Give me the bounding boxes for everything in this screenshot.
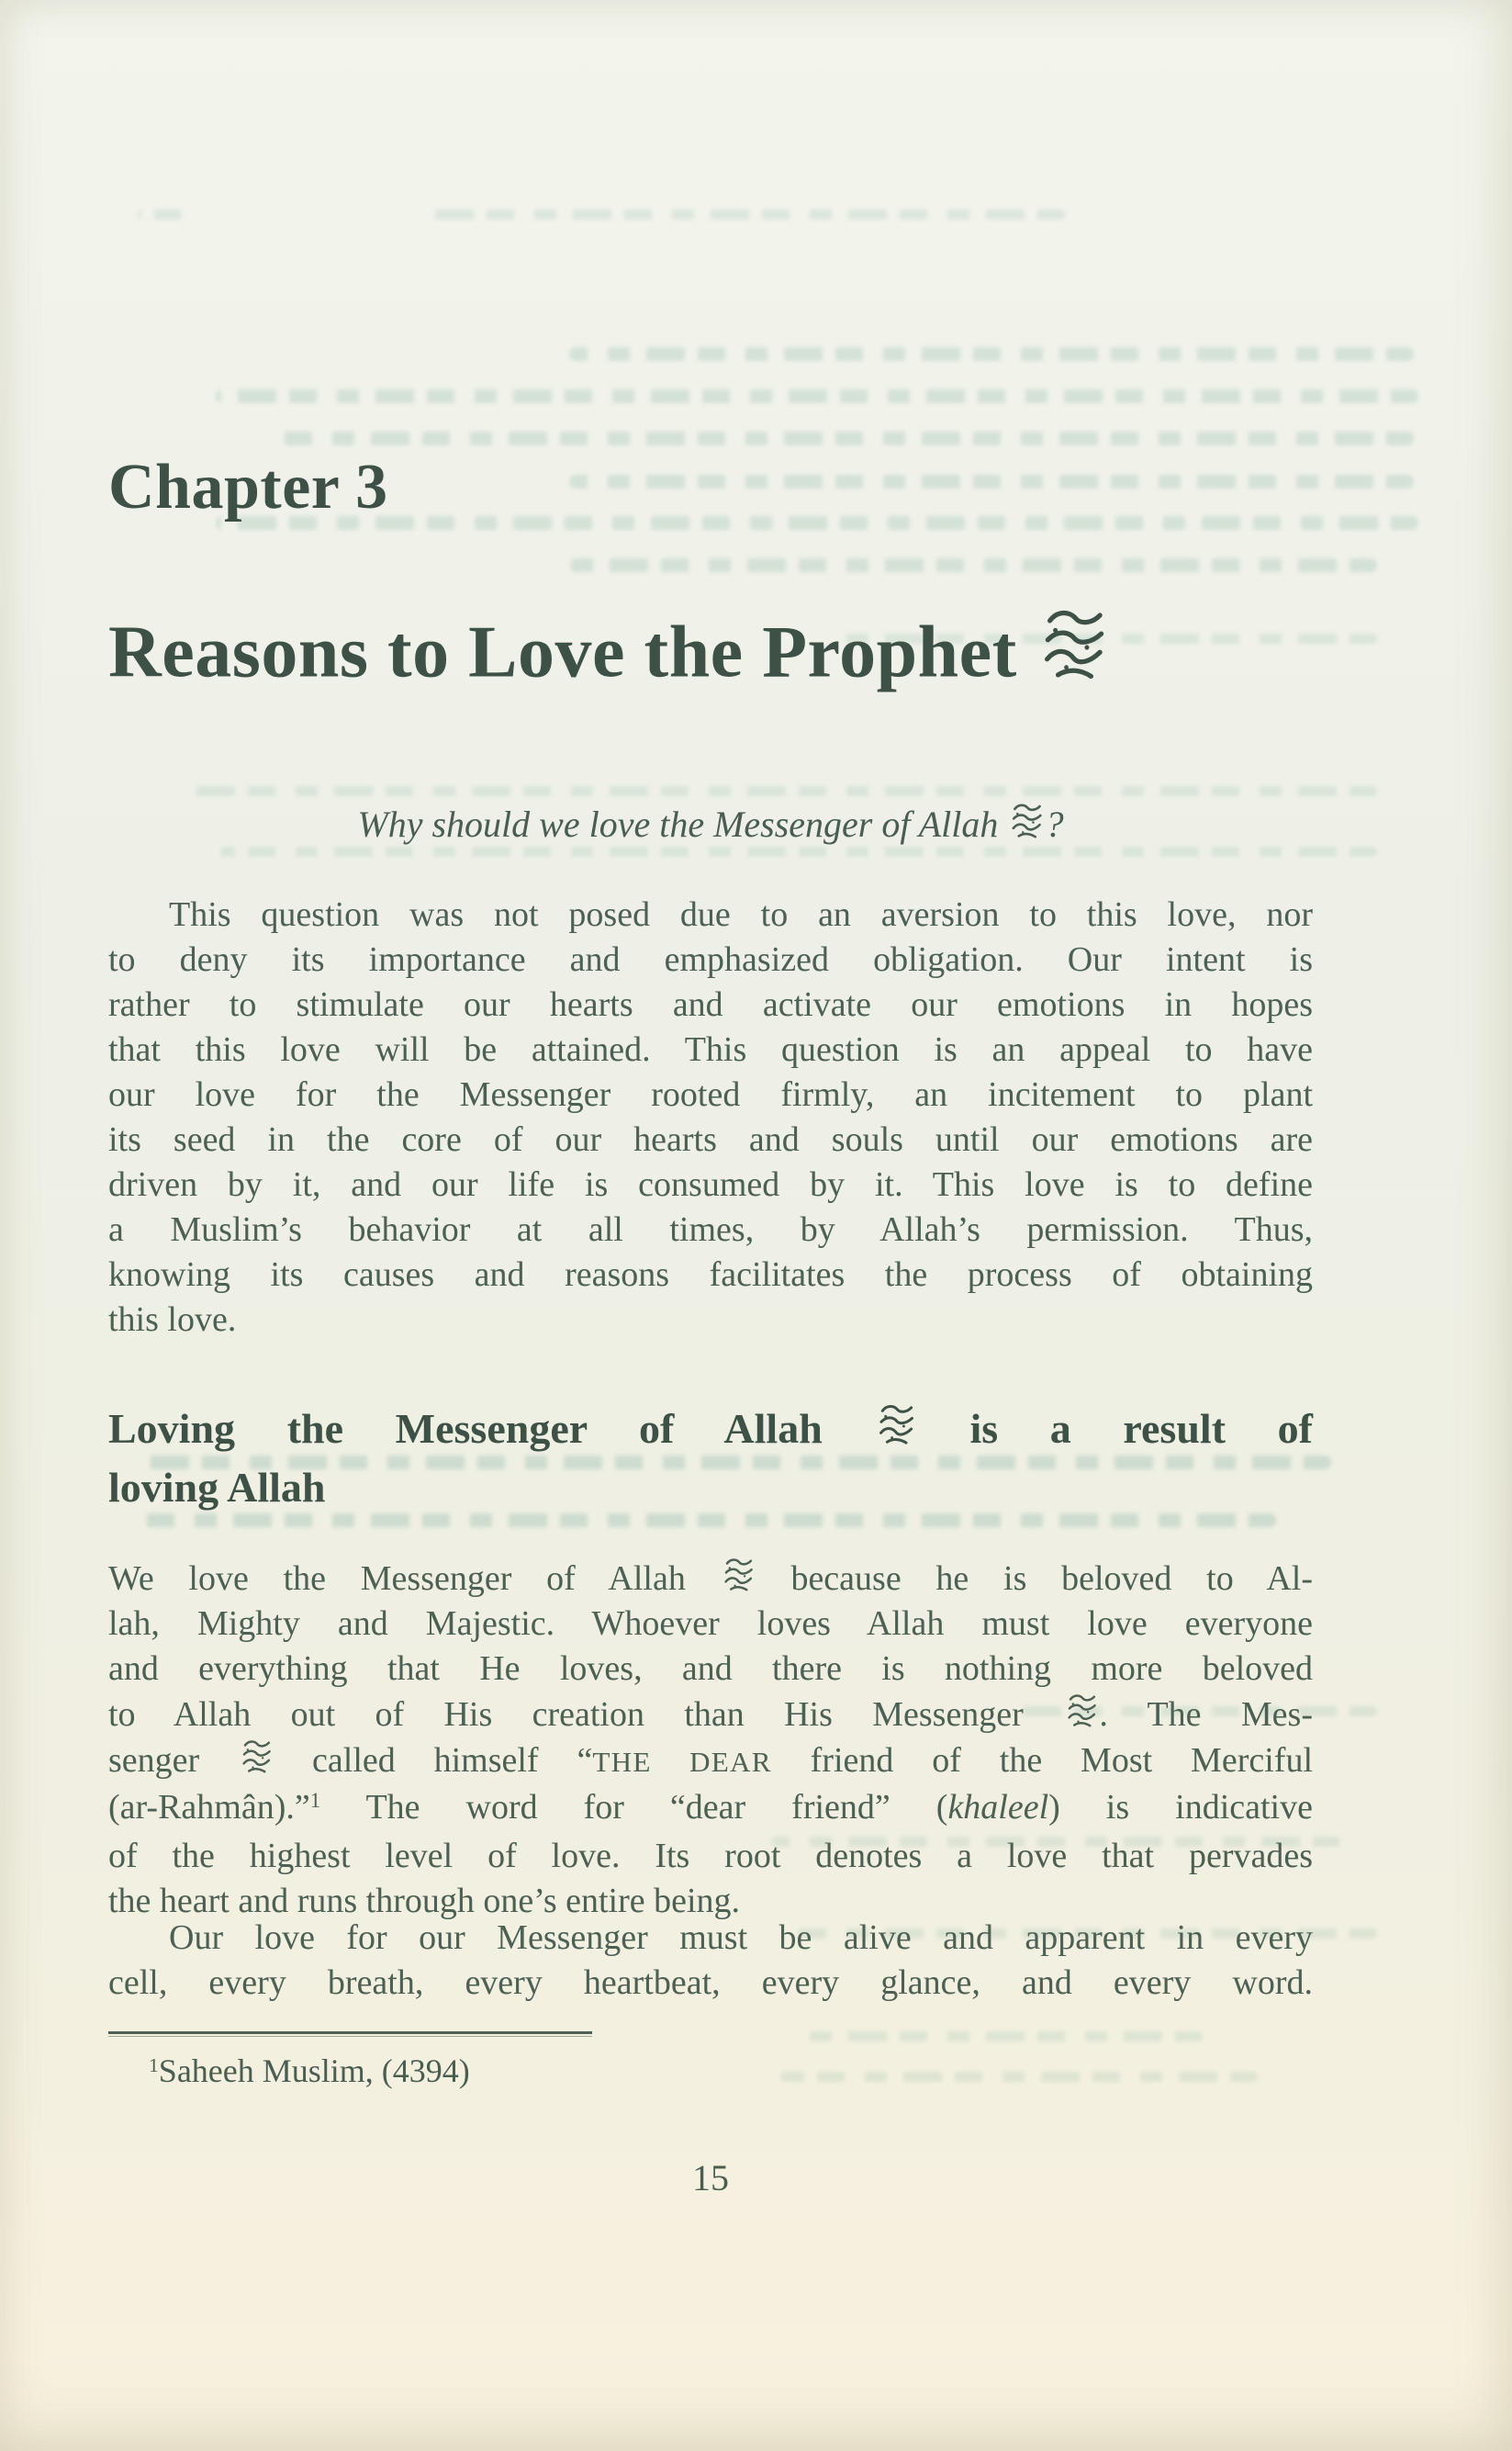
bleedthrough-line xyxy=(138,209,182,219)
body-paragraph xyxy=(108,893,1313,1343)
bleedthrough-line xyxy=(422,209,1065,219)
section-heading xyxy=(108,1400,1313,1517)
text-line xyxy=(108,1916,1313,1961)
text-line xyxy=(108,1163,1313,1208)
bleedthrough-line xyxy=(216,389,1418,403)
footnote-reference: 1 xyxy=(309,1789,321,1813)
text-run: our love for the Messenger rooted firmly, an incitement to plant xyxy=(108,1075,1313,1114)
text-run: This question was not posed due to an aversion to this love, nor xyxy=(169,895,1313,934)
text-line xyxy=(108,1785,1313,1834)
text-run: Loving the Messenger of Allah xyxy=(108,1405,875,1452)
text-run: is a result of xyxy=(917,1405,1313,1452)
bleedthrough-line xyxy=(569,347,1414,361)
text-run: to deny its importance and emphasized obligation. Our intent is xyxy=(108,940,1313,979)
text-run: We love the Messenger of Allah xyxy=(108,1559,721,1599)
text-run: because he is beloved to Al- xyxy=(756,1559,1314,1599)
text-run: senger xyxy=(108,1741,239,1781)
pbuh-honorific-icon xyxy=(1038,604,1108,687)
text-run: of the highest level of love. Its root denotes a love that pervades xyxy=(108,1836,1313,1875)
text-line xyxy=(108,1458,1313,1517)
bleedthrough-line xyxy=(569,558,1377,572)
text-line xyxy=(108,1253,1313,1298)
smallcaps-text: THE DEAR xyxy=(592,1746,772,1779)
text-run: this love. xyxy=(108,1300,237,1339)
text-run: that this love will be attained. This question is an appeal to have xyxy=(108,1030,1313,1069)
italic-text: khaleel xyxy=(947,1787,1049,1827)
text-line xyxy=(108,1298,1313,1343)
text-line xyxy=(108,1602,1313,1647)
text-line xyxy=(108,1834,1313,1879)
text-line xyxy=(108,1028,1313,1073)
chapter-heading: Chapter 3 xyxy=(108,452,388,523)
pbuh-honorific-icon xyxy=(876,1401,916,1449)
text-line xyxy=(108,1073,1313,1118)
text-run: ) is indicative xyxy=(1048,1787,1313,1827)
text-line xyxy=(108,1556,1313,1602)
pbuh-honorific-icon xyxy=(722,1556,755,1595)
text-line xyxy=(108,1400,1313,1458)
text-run: to Allah out of His creation than His Messenger xyxy=(108,1695,1064,1735)
text-line xyxy=(108,1961,1313,2006)
text-run: . The Mes- xyxy=(1099,1695,1313,1735)
bleedthrough-line xyxy=(193,786,1377,796)
text-line xyxy=(108,983,1313,1028)
text-run: and everything that He loves, and there is nothing more beloved xyxy=(108,1649,1313,1689)
footnote xyxy=(108,2050,1313,2097)
footnote-text: Saheeh Muslim, (4394) xyxy=(158,2052,470,2089)
text-run: a Muslim’s behavior at all times, by Allah’s permission. Thus, xyxy=(108,1210,1313,1249)
page-title xyxy=(108,604,1313,694)
text-run: loving Allah xyxy=(108,1464,326,1511)
text-run: The word for “dear friend” ( xyxy=(320,1787,948,1827)
text-run: lah, Mighty and Majestic. Whoever loves Allah must love everyone xyxy=(108,1604,1313,1644)
italic-text: Why should we love the Messenger of Allah xyxy=(357,804,1008,846)
text-line xyxy=(108,1208,1313,1253)
italic-text: ? xyxy=(1045,804,1064,846)
pbuh-honorific-icon xyxy=(1009,801,1044,842)
text-run: called himself “ xyxy=(274,1741,593,1781)
text-run: Our love for our Messenger must be alive and apparent in every xyxy=(169,1918,1313,1957)
page-number: 15 xyxy=(692,2157,729,2198)
text-run: cell, every breath, every heartbeat, every glance, and every word. xyxy=(108,1963,1313,2002)
text-line xyxy=(108,1692,1313,1737)
text-run: rather to stimulate our hearts and activate our emotions in hopes xyxy=(108,985,1313,1024)
text-run: driven by it, and our life is consumed by it. This love is to define xyxy=(108,1165,1313,1204)
text-line xyxy=(108,1647,1313,1692)
text-line xyxy=(108,938,1313,983)
body-paragraph xyxy=(108,1556,1313,1924)
text-line xyxy=(108,893,1313,938)
text-run: Reasons to Love the Prophet xyxy=(108,612,1036,693)
text-line xyxy=(108,1118,1313,1163)
text-run: friend of the Most Merciful xyxy=(771,1741,1313,1781)
body-paragraph xyxy=(108,1916,1313,2006)
bleedthrough-line xyxy=(275,432,1414,445)
pbuh-honorific-icon xyxy=(240,1737,273,1777)
footnote-marker: 1 xyxy=(149,2054,159,2077)
bleedthrough-line xyxy=(808,2031,1203,2041)
pbuh-honorific-icon xyxy=(1065,1692,1098,1731)
text-run: its seed in the core of our hearts and souls until our emotions are xyxy=(108,1120,1313,1159)
text-line xyxy=(108,1737,1313,1784)
text-run: knowing its causes and reasons facilitates the process of obtaining xyxy=(108,1255,1313,1294)
chapter-subtitle xyxy=(108,801,1313,849)
text-run: (ar-Rahmân).” xyxy=(108,1787,310,1827)
text-run: the heart and runs through one’s entire being. xyxy=(108,1881,741,1920)
footnote-rule xyxy=(108,2031,592,2038)
